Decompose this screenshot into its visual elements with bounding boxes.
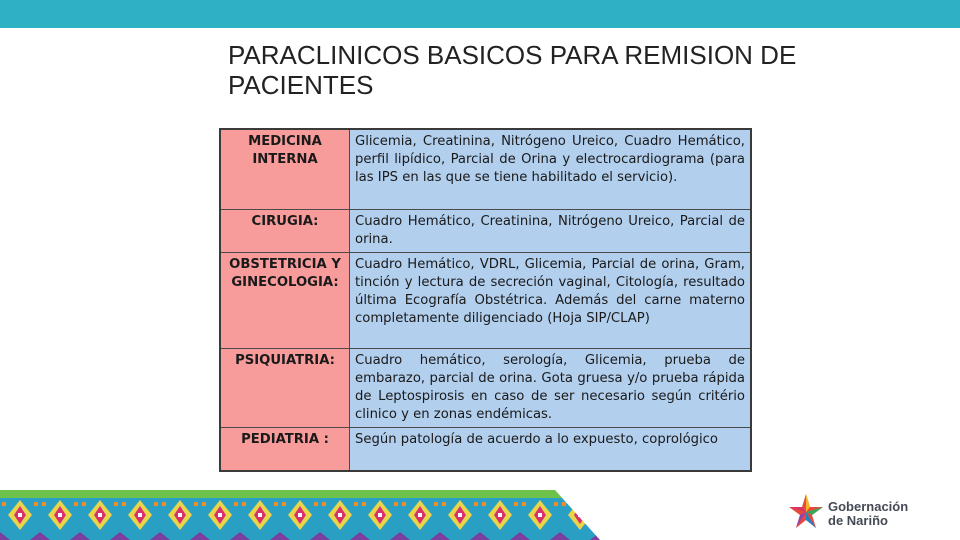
exams-cell: Cuadro hemático, serología, Glicemia, prueba de embarazo, parcial de orina. Gota gruesa y/o prueba rápida de Leptospirosis en caso de ser necesario según critério clinico y en zonas endémicas. bbox=[350, 348, 752, 427]
slide-title bbox=[228, 40, 928, 100]
table-row bbox=[220, 209, 751, 252]
decorative-pattern-band bbox=[0, 490, 600, 540]
exams-cell: Glicemia, Creatinina, Nitrógeno Ureico, Cuadro Hemático, perfil lipídico, Parcial de Orina y electrocardiograma (para las IPS en las que se tiene habilitado el servicio). bbox=[350, 129, 752, 209]
paraclinicos-table bbox=[219, 128, 752, 472]
specialty-cell bbox=[220, 427, 350, 471]
specialty-label: PSIQUIATRIA: bbox=[235, 352, 335, 368]
logo-line-1: Gobernación bbox=[828, 499, 909, 514]
exams-cell: Según patología de acuerdo a lo expuesto, coprológico bbox=[350, 427, 752, 471]
logo-text bbox=[828, 500, 908, 528]
specialty-cell bbox=[220, 129, 350, 209]
table-row bbox=[220, 348, 751, 427]
specialty-label: MEDICINA INTERNA bbox=[248, 134, 322, 167]
specialty-cell bbox=[220, 252, 350, 348]
exams-cell: Cuadro Hemático, VDRL, Glicemia, Parcial de orina, Gram, tinción y lectura de secreción vaginal, Citología, resultado última Ecografía Obstétrica. Además del carne materno completamente diligenciado (Hoja SIP/CLAP) bbox=[350, 252, 752, 348]
specialty-label: CIRUGIA: bbox=[251, 213, 319, 229]
slide-title-line-1: PARACLINICOS BASICOS PARA REMISION DE bbox=[228, 40, 797, 70]
logo-line-2: de Nariño bbox=[828, 513, 888, 528]
table-row bbox=[220, 129, 751, 209]
specialty-cell bbox=[220, 209, 350, 252]
specialty-label: OBSTETRICIA Y GINECOLOGIA: bbox=[229, 256, 341, 290]
table-row bbox=[220, 427, 751, 471]
top-accent-bar bbox=[0, 0, 960, 28]
slide-title-line-2: PACIENTES bbox=[228, 70, 374, 100]
specialty-label: PEDIATRIA : bbox=[241, 431, 329, 447]
specialty-cell bbox=[220, 348, 350, 427]
exams-cell: Cuadro Hemático, Creatinina, Nitrógeno Ureico, Parcial de orina. bbox=[350, 209, 752, 252]
table-row bbox=[220, 252, 751, 348]
